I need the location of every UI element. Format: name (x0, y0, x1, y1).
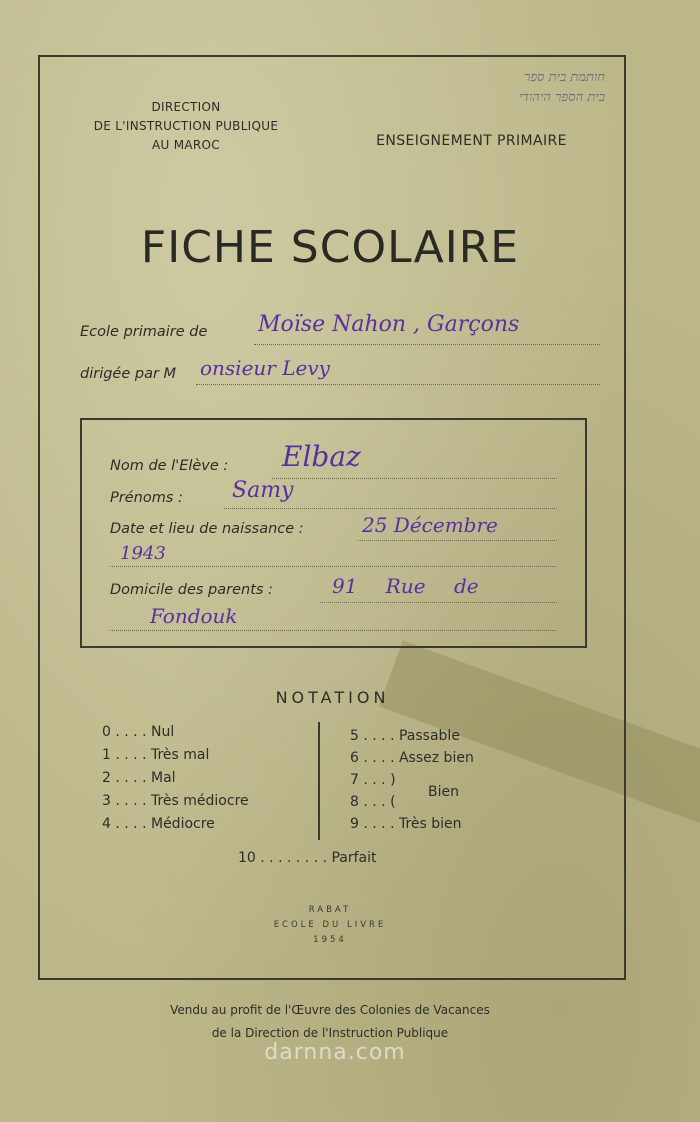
address-value-2: Fondouk (150, 604, 238, 628)
grade-dots: . . . . (110, 770, 147, 786)
grade-row (102, 747, 209, 763)
director-value: onsieur Levy (200, 356, 330, 380)
notation-title: NOTATION (275, 688, 390, 707)
name-rule (272, 478, 557, 479)
grade-label: Très bien (398, 816, 462, 832)
address-value: 91 Rue de (332, 574, 479, 598)
school-value: Moïse Nahon , Garçons (258, 312, 520, 337)
grade-dots: . . . ( (358, 794, 396, 810)
birth-value-2: 1943 (120, 543, 166, 564)
address-label: Domicile des parents : (110, 582, 273, 598)
grade-dots: . . . . (110, 793, 147, 809)
grade-number: 2 (102, 770, 111, 786)
grade-number: 9 (350, 816, 359, 832)
imprint-city: RABAT (308, 905, 352, 915)
address-rule (320, 602, 557, 603)
grade-dots: . . . ) (358, 772, 396, 788)
grade-label: Médiocre (150, 816, 215, 832)
document-title: FICHE SCOLAIRE (140, 222, 520, 273)
header-line: DIRECTION (151, 100, 221, 114)
grade-number: 4 (102, 816, 111, 832)
birth-rule (358, 540, 557, 541)
grade-label: Mal (150, 770, 176, 786)
grade-label: Parfait (331, 850, 377, 866)
grade-row (350, 794, 396, 810)
handwritten-note-line: חותמת בית ספר (523, 70, 605, 85)
handwritten-note-line: בית הספר היהודי (518, 90, 605, 105)
name-value: Elbaz (282, 440, 361, 473)
grade-number: 1 (102, 747, 111, 763)
grade-dots: . . . . (358, 816, 395, 832)
school-rule (254, 344, 600, 345)
grade-number: 7 (350, 772, 359, 788)
director-label: dirigée par M (80, 366, 177, 382)
grade-row (102, 816, 215, 832)
address-rule-2 (110, 630, 557, 631)
footer-line: Vendu au profit de l'Œuvre des Colonies de Vacances (170, 1003, 490, 1017)
grade-dots: . . . . (110, 816, 147, 832)
director-rule (196, 384, 600, 385)
imprint-publisher: ECOLE DU LIVRE (273, 920, 387, 930)
grade-number: 6 (350, 750, 359, 766)
grade-row (102, 724, 174, 740)
grade-number: 0 (102, 724, 111, 740)
grade-label: Nul (150, 724, 175, 740)
grade-number: 10 (238, 850, 256, 866)
grade-number: 3 (102, 793, 111, 809)
footer-line: de la Direction de l'Instruction Publique (211, 1026, 449, 1040)
grade-row (102, 793, 249, 809)
grade-label: Très mal (150, 747, 210, 763)
birth-value: 25 Décembre (362, 513, 498, 537)
grade-row (102, 770, 176, 786)
grade-number: 5 (350, 728, 359, 744)
watermark: darnna.com (264, 1040, 406, 1065)
header-authority (80, 98, 292, 155)
grade-dots: . . . . (358, 750, 395, 766)
firstname-label: Prénoms : (110, 490, 183, 506)
grade-dots: . . . . (110, 724, 147, 740)
birth-label: Date et lieu de naissance : (110, 521, 304, 537)
grade-label: Assez bien (398, 750, 474, 766)
notation-divider (318, 722, 320, 840)
grade-row (350, 728, 460, 744)
school-label: Ecole primaire de (80, 324, 208, 340)
firstname-rule (224, 508, 557, 509)
handwritten-note (455, 68, 605, 108)
header-line: AU MAROC (152, 138, 220, 152)
grade-dots: . . . . (110, 747, 147, 763)
grade-dots: . . . . . . . . (255, 850, 328, 866)
bien-label: Bien (428, 784, 459, 800)
grade-row (238, 850, 377, 866)
name-label: Nom de l'Elève : (110, 458, 229, 474)
grade-row (350, 772, 396, 788)
header-level: ENSEIGNEMENT PRIMAIRE (376, 133, 567, 149)
firstname-value: Samy (232, 478, 294, 503)
grade-number: 8 (350, 794, 359, 810)
header-line: DE L'INSTRUCTION PUBLIQUE (93, 119, 279, 133)
grade-dots: . . . . (358, 728, 395, 744)
grade-label: Passable (398, 728, 460, 744)
grade-label: Très médiocre (150, 793, 249, 809)
grade-row (350, 816, 462, 832)
imprint-year: 1954 (313, 935, 347, 945)
grade-row (350, 750, 474, 766)
birth-rule-2 (110, 566, 557, 567)
